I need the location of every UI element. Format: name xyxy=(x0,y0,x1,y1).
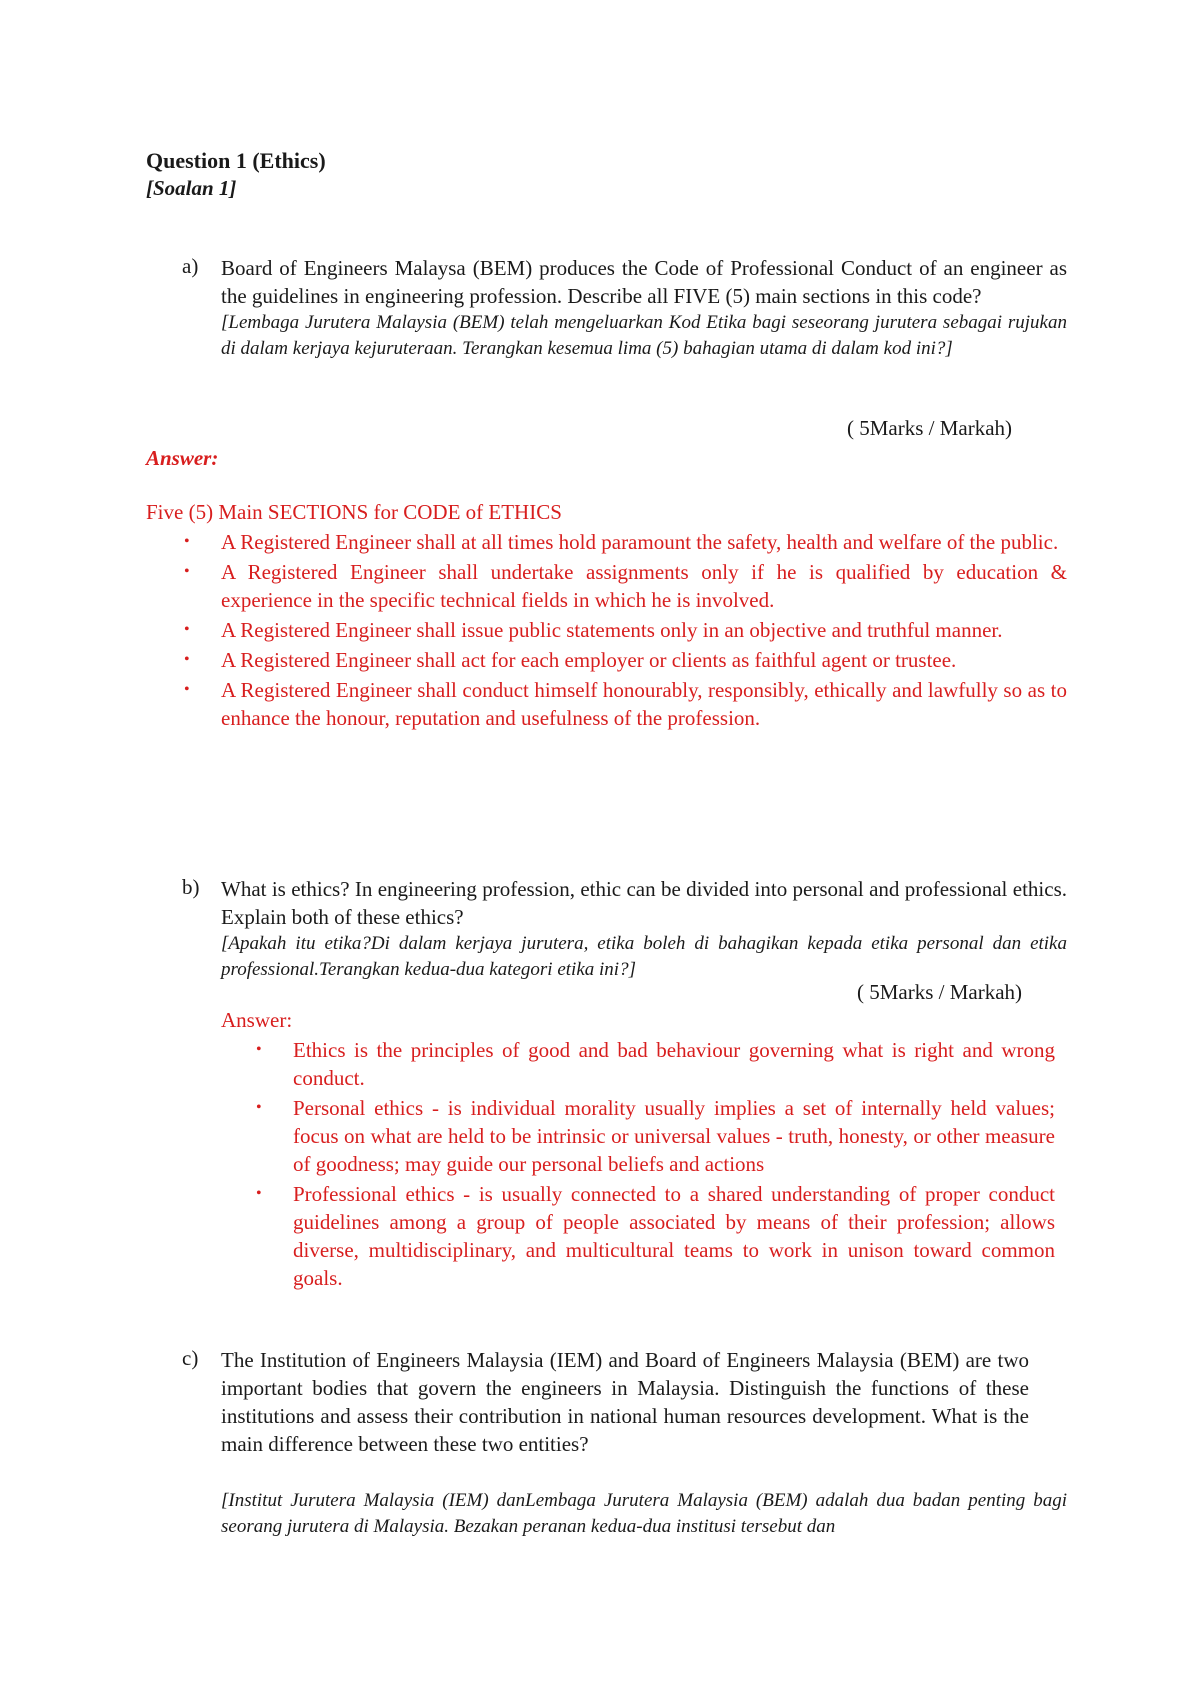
answer-a-item: • A Registered Engineer shall at all times hold paramount the safety, health and welfare of the public. xyxy=(184,530,1059,554)
question-b-text: What is ethics? In engineering profession, ethic can be divided into personal and professional ethics. Explain both of these ethics? xyxy=(221,877,1067,929)
answer-b-item: • Personal ethics - is individual morality usually implies a set of internally held values; focus on what are held to be intrinsic or universal values - truth, honesty, or other measure of goodness; may guide our personal beliefs and actions xyxy=(256,1096,1055,1176)
bullet-icon: • xyxy=(184,621,190,638)
answer-b-label: Answer: xyxy=(221,1008,293,1032)
question-title: Question 1 (Ethics) xyxy=(146,148,326,173)
question-a-text: Board of Engineers Malaysa (BEM) produces the Code of Professional Conduct of an engineer as the guidelines in engineering profession. Describe all FIVE (5) main sections in this code? xyxy=(221,256,1067,308)
answer-a-label: Answer: xyxy=(146,446,219,470)
answer-a-item: • A Registered Engineer shall act for each employer or clients as faithful agent or trustee. xyxy=(184,648,957,672)
question-c-label: c) xyxy=(182,1346,199,1370)
bullet-icon: • xyxy=(256,1099,262,1116)
answer-a-item: • A Registered Engineer shall conduct himself honourably, responsibly, ethically and lawfully so as to enhance the honour, reputation and usefulness of the profession. xyxy=(184,678,1067,730)
question-a-marks: ( 5Marks / Markah) xyxy=(847,416,1013,440)
question-c xyxy=(221,1346,1029,1458)
question-a xyxy=(221,254,1067,362)
question-a-translation: [Lembaga Jurutera Malaysia (BEM) telah mengeluarkan Kod Etika bagi seseorang jurutera sebagai rujukan di dalam kerjaya kejuruteraan. Terangkan kesemua lima (5) bahagian utama di dalam kod ini?] xyxy=(221,312,1067,359)
bullet-icon: • xyxy=(184,563,190,580)
answer-a-item: • A Registered Engineer shall undertake assignments only if he is qualified by education & experience in the specific technical fields in which he is involved. xyxy=(184,560,1067,612)
question-b-translation: [Apakah itu etika?Di dalam kerjaya jurutera, etika boleh di bahagikan kepada etika personal dan etika professional.Terangkan kedua-dua kategori etika ini?] xyxy=(221,933,1067,980)
answer-b-item: • Professional ethics - is usually connected to a shared understanding of proper conduct guidelines among a group of people associated by means of their profession; allows diverse, multidisciplinary, and multicultural teams to work in unison toward common goals. xyxy=(256,1182,1055,1290)
question-b-marks: ( 5Marks / Markah) xyxy=(857,980,1023,1004)
answer-b-list xyxy=(256,1036,1055,1294)
question-c-translation-block xyxy=(221,1488,1067,1540)
question-c-text: The Institution of Engineers Malaysia (IEM) and Board of Engineers Malaysia (BEM) are two important bodies that govern the engineers in Malaysia. Distinguish the functions of these institutions and assess their contribution in national human resources development. What is the main difference between these two entities? xyxy=(221,1348,1029,1456)
bullet-icon: • xyxy=(256,1185,262,1202)
bullet-icon: • xyxy=(184,533,190,550)
question-b-label: b) xyxy=(182,875,200,899)
question-a-label: a) xyxy=(182,254,199,278)
answer-a-list xyxy=(184,528,1067,734)
question-subtitle: [Soalan 1] xyxy=(146,176,237,200)
bullet-icon: • xyxy=(256,1041,262,1058)
answer-a-item: • A Registered Engineer shall issue public statements only in an objective and truthful manner. xyxy=(184,618,1003,642)
question-c-translation: [Institut Jurutera Malaysia (IEM) danLembaga Jurutera Malaysia (BEM) adalah dua badan penting bagi seorang jurutera di Malaysia. Bezakan peranan kedua-dua institusi tersebut dan xyxy=(221,1490,1067,1537)
bullet-icon: • xyxy=(184,681,190,698)
answer-a-heading: Five (5) Main SECTIONS for CODE of ETHICS xyxy=(146,500,562,524)
question-b xyxy=(221,875,1067,983)
answer-b-item: • Ethics is the principles of good and bad behaviour governing what is right and wrong conduct. xyxy=(256,1038,1055,1090)
bullet-icon: • xyxy=(184,651,190,668)
